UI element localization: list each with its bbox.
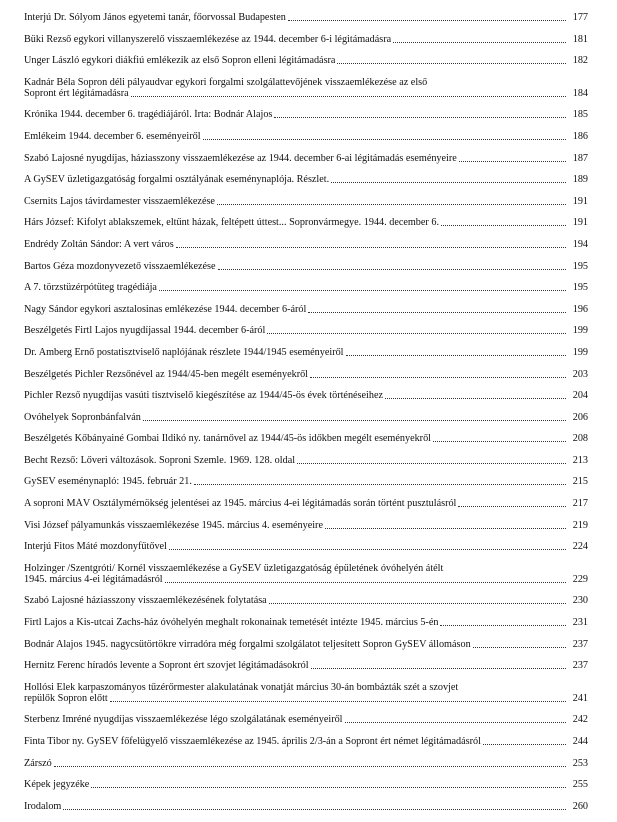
toc-entry-row — [24, 433, 588, 444]
toc-entry[interactable] — [24, 217, 588, 228]
toc-entry[interactable] — [24, 498, 588, 509]
dot-leader — [169, 549, 566, 550]
toc-entry-title: Endrédy Zoltán Sándor: A vert város — [24, 238, 174, 250]
toc-entry-title: 1945. március 4-ei légitámadásról — [24, 573, 163, 585]
toc-entry-page-number: 237 — [572, 660, 588, 672]
toc-entry-title: Finta Tibor ny. GySEV főfelügyelő visszaemlékezése az 1945. április 2/3-án a Sopront ért német légitámadásról — [24, 736, 481, 747]
toc-entry-row — [24, 736, 588, 747]
toc-entry-row — [24, 369, 588, 380]
toc-entry[interactable] — [24, 282, 588, 293]
toc-entry-row — [24, 239, 588, 250]
dot-leader — [203, 139, 566, 140]
dot-leader — [297, 463, 566, 464]
dot-leader — [459, 161, 566, 162]
toc-entry[interactable] — [24, 682, 588, 704]
toc-entry-page-number: 196 — [572, 303, 588, 315]
toc-entry-title: Irodalom — [24, 800, 62, 812]
dot-leader — [393, 42, 566, 43]
toc-entry-row — [24, 282, 588, 293]
toc-entry-title: Bodnár Alajos 1945. nagycsütörtökre virradóra még forgalmi szolgálatot teljesített Sopron GySEV állomáson — [24, 638, 471, 650]
toc-entry-page-number: 195 — [572, 260, 588, 272]
toc-entry[interactable] — [24, 153, 588, 164]
toc-entry-page-number: 177 — [572, 12, 588, 23]
toc-entry-title-line1: Holzinger /Szentgróti/ Kornél visszaemlékezése a GySEV üzletigazgatóság épületének óvóhelyén átélt — [24, 562, 444, 574]
toc-entry[interactable] — [24, 174, 588, 185]
dot-leader — [337, 63, 566, 64]
toc-entry[interactable] — [24, 196, 588, 207]
toc-entry-row — [24, 325, 588, 336]
toc-entry[interactable] — [24, 239, 588, 250]
dot-leader — [308, 312, 566, 313]
dot-leader — [311, 668, 566, 669]
toc-entry-title: Szabó Lajosné háziasszony visszaemlékezésének folytatása — [24, 595, 267, 607]
toc-entry-title: Szabó Lajosné nyugdíjas, háziasszony visszaemlékezése az 1944. december 6-ai légitámadás eseményeire — [24, 152, 457, 164]
dot-leader — [176, 247, 566, 248]
toc-entry[interactable] — [24, 347, 588, 358]
toc-entry[interactable] — [24, 758, 588, 769]
toc-entry-page-number: 199 — [572, 325, 588, 337]
toc-entry-row — [24, 541, 588, 552]
toc-entry-page-number: 231 — [572, 617, 588, 629]
toc-entry-title: GySEV eseménynapló: 1945. február 21. — [24, 476, 192, 488]
toc-entry-page-number: 208 — [572, 433, 588, 445]
toc-entry-row — [24, 304, 588, 315]
toc-entry-row — [24, 595, 588, 606]
toc-entry-page-number: 199 — [572, 346, 588, 358]
toc-entry-title: Firtl Lajos a Kis-utcai Zachs-ház óvóhelyén meghalt rokonainak temetését intézte 1945. március 5-én — [24, 617, 439, 629]
table-of-contents — [24, 12, 588, 822]
toc-entry-title: Unger László egykori diákfiú emlékezik az első Sopron elleni légitámadásra — [24, 55, 336, 67]
toc-entry[interactable] — [24, 77, 588, 99]
toc-entry[interactable] — [24, 12, 588, 23]
toc-entry-row — [24, 217, 588, 228]
dot-leader — [346, 355, 566, 356]
toc-entry[interactable] — [24, 131, 588, 142]
toc-entry-row — [24, 131, 588, 142]
dot-leader — [310, 377, 566, 378]
toc-entry-row — [24, 498, 588, 509]
toc-entry-row — [24, 174, 588, 185]
toc-entry[interactable] — [24, 563, 588, 585]
toc-entry-row — [24, 55, 588, 66]
dot-leader — [194, 484, 566, 485]
toc-entry-title: Hernitz Ferenc híradós levente a Sopront ért szovjet légitámadásokról — [24, 660, 309, 672]
toc-entry-row — [24, 412, 588, 423]
toc-entry-page-number: 203 — [572, 368, 588, 380]
toc-entry[interactable] — [24, 433, 588, 444]
toc-entry-title: Bartos Géza mozdonyvezető visszaemlékezése — [24, 260, 216, 272]
toc-entry-row — [24, 153, 588, 164]
toc-entry[interactable] — [24, 660, 588, 671]
dot-leader — [267, 333, 566, 334]
toc-entry-page-number: 204 — [572, 390, 588, 402]
toc-entry-title: Interjú Dr. Sólyom János egyetemi tanár, főorvossal Budapesten — [24, 12, 286, 23]
toc-entry-title: Képek jegyzéke — [24, 779, 90, 791]
toc-entry-title: A 7. törzstüzérpótüteg tragédiája — [24, 282, 157, 294]
toc-entry-row — [24, 574, 588, 585]
toc-entry-title: Becht Rezső: Lőveri változások. Soproni Szemle. 1969. 128. oldal — [24, 454, 296, 466]
toc-entry-page-number: 181 — [572, 33, 588, 45]
dot-leader — [288, 20, 566, 21]
toc-entry-page-number: 244 — [572, 736, 588, 747]
toc-entry-title: Sopront ért légitámadásra — [24, 87, 129, 99]
dot-leader — [269, 603, 566, 604]
toc-entry-row — [24, 476, 588, 487]
toc-entry[interactable] — [24, 714, 588, 725]
toc-entry-title: A soproni MÁV Osztálymérnökség jelentései az 1945. március 4-ei légitámadás során történt pusztulásról — [24, 498, 457, 510]
toc-entry-page-number: 253 — [572, 757, 588, 769]
toc-entry-title: Krónika 1944. december 6. tragédiájáról. Írta: Bodnár Alajos — [24, 109, 273, 121]
toc-entry-title: Visi József pályamunkás visszaemlékezése 1945. március 4. eseményeire — [24, 519, 323, 531]
dot-leader — [131, 96, 566, 97]
dot-leader — [218, 269, 567, 270]
toc-entry-row — [24, 801, 588, 812]
toc-entry-title: Beszélgetés Pichler Rezsőnével az 1944/45-ben megélt eseményekről — [24, 368, 309, 380]
toc-entry[interactable] — [24, 520, 588, 531]
toc-entry-page-number: 241 — [572, 692, 588, 704]
toc-entry-page-number: 260 — [572, 800, 588, 812]
toc-entry-page-number: 255 — [572, 779, 588, 791]
toc-entry-row — [24, 12, 588, 23]
toc-entry-page-number: 189 — [572, 174, 588, 186]
toc-entry[interactable] — [24, 476, 588, 487]
toc-entry-page-number: 230 — [572, 595, 588, 607]
toc-entry-row — [24, 196, 588, 207]
toc-entry-title-line1: Kadnár Béla Sopron déli pályaudvar egykori forgalmi szolgálattevőjének visszaemlékezése az első — [24, 76, 428, 88]
dot-leader — [440, 625, 566, 626]
dot-leader — [143, 420, 566, 421]
toc-entry[interactable] — [24, 779, 588, 790]
toc-entry-title: Sterbenz Imréné nyugdíjas visszaemlékezése légo szolgálatának eseményeiről — [24, 714, 343, 726]
toc-entry-page-number: 219 — [572, 519, 588, 531]
toc-entry-title: Pichler Rezső nyugdíjas vasúti tisztviselő kiegészítése az 1944/45-ös évek történéseihez — [24, 390, 384, 402]
toc-entry-page-number: 215 — [572, 476, 588, 488]
toc-entry-title: Büki Rezső egykori villanyszerelő visszaemlékezése az 1944. december 6-i légitámadásra — [24, 33, 392, 45]
toc-entry-page-number: 194 — [572, 238, 588, 250]
toc-entry-page-number: 195 — [572, 282, 588, 294]
toc-entry-title: Zárszó — [24, 757, 52, 769]
toc-entry-title: repülők Sopron előtt — [24, 692, 108, 704]
toc-entry-title-line1: Hollósi Elek karpaszományos tűzérőrmester alakulatának vonatját március 30-án bombázták szét a szovjet — [24, 681, 459, 693]
toc-entry-page-number: 229 — [572, 573, 588, 585]
dot-leader — [165, 582, 566, 583]
toc-entry-row — [24, 109, 588, 120]
toc-entry-page-number: 217 — [572, 498, 588, 510]
toc-entry-page-number: 185 — [572, 109, 588, 121]
dot-leader — [274, 117, 566, 118]
toc-entry-row — [24, 779, 588, 790]
toc-entry[interactable] — [24, 412, 588, 423]
toc-entry-row — [24, 261, 588, 272]
toc-entry[interactable] — [24, 639, 588, 650]
toc-entry-row — [24, 617, 588, 628]
dot-leader — [159, 290, 566, 291]
toc-entry-title: Emlékeim 1944. december 6. eseményeiről — [24, 130, 201, 142]
toc-entry-page-number: 213 — [572, 454, 588, 466]
toc-entry-row — [24, 714, 588, 725]
toc-entry-page-number: 187 — [572, 152, 588, 164]
dot-leader — [217, 204, 566, 205]
toc-entry-page-number: 182 — [572, 55, 588, 67]
toc-entry[interactable] — [24, 304, 588, 315]
dot-leader — [458, 506, 566, 507]
toc-entry-title: Óvóhelyek Sopronbánfalván — [24, 411, 141, 423]
toc-entry-page-number: 242 — [572, 714, 588, 726]
toc-entry-row — [24, 390, 588, 401]
toc-entry[interactable] — [24, 595, 588, 606]
toc-entry[interactable] — [24, 801, 588, 812]
toc-entry[interactable] — [24, 109, 588, 120]
toc-entry-row — [24, 88, 588, 99]
toc-entry[interactable] — [24, 617, 588, 628]
toc-entry-title: Interjú Fitos Máté mozdonyfűtővel — [24, 541, 167, 553]
toc-entry-title: A GySEV üzletigazgatóság forgalmi osztályának eseménynaplója. Részlet. — [24, 174, 330, 186]
toc-entry-row — [24, 660, 588, 671]
toc-entry-title: Csernits Lajos távirdamester visszaemlékezése — [24, 195, 215, 207]
toc-entry[interactable] — [24, 325, 588, 336]
dot-leader — [91, 787, 566, 788]
toc-entry[interactable] — [24, 736, 588, 747]
toc-entry[interactable] — [24, 455, 588, 466]
dot-leader — [473, 647, 566, 648]
dot-leader — [325, 528, 566, 529]
dot-leader — [433, 441, 566, 442]
toc-entry-row — [24, 758, 588, 769]
toc-entry[interactable] — [24, 55, 588, 66]
toc-entry-page-number: 191 — [572, 217, 588, 229]
toc-entry-row — [24, 34, 588, 45]
toc-entry[interactable] — [24, 369, 588, 380]
dot-leader — [385, 398, 566, 399]
toc-entry-page-number: 184 — [572, 87, 588, 99]
toc-entry[interactable] — [24, 541, 588, 552]
dot-leader — [441, 225, 566, 226]
toc-entry-row — [24, 455, 588, 466]
toc-entry-row — [24, 347, 588, 358]
toc-entry-title: Dr. Amberg Ernő postatisztviselő naplójának részlete 1944/1945 eseményeiről — [24, 346, 344, 358]
toc-entry-page-number: 206 — [572, 411, 588, 423]
toc-entry-title: Beszélgetés Firtl Lajos nyugdíjassal 1944. december 6-áról — [24, 325, 266, 337]
toc-entry-title: Beszélgetés Kőbányainé Gombai Ildikó ny. tanárnővel az 1944/45-ös időkben megélt eseményekről — [24, 433, 432, 445]
toc-entry-title: Hárs József: Kifolyt ablakszemek, eltűnt házak, feltépett úttest... Sopronvármegye. 1944. december 6. — [24, 217, 440, 229]
dot-leader — [110, 701, 566, 702]
toc-entry-row — [24, 693, 588, 704]
toc-entry-page-number: 224 — [572, 541, 588, 553]
toc-entry-page-number: 191 — [572, 195, 588, 207]
toc-entry[interactable] — [24, 34, 588, 45]
toc-entry-row — [24, 520, 588, 531]
toc-entry-page-number: 237 — [572, 638, 588, 650]
toc-entry[interactable] — [24, 261, 588, 272]
toc-entry[interactable] — [24, 390, 588, 401]
dot-leader — [483, 744, 566, 745]
dot-leader — [331, 182, 566, 183]
dot-leader — [345, 722, 566, 723]
toc-entry-row — [24, 639, 588, 650]
toc-entry-title: Nagy Sándor egykori asztalosinas emlékezése 1944. december 6-áról — [24, 303, 307, 315]
dot-leader — [54, 766, 566, 767]
toc-entry-page-number: 186 — [572, 130, 588, 142]
